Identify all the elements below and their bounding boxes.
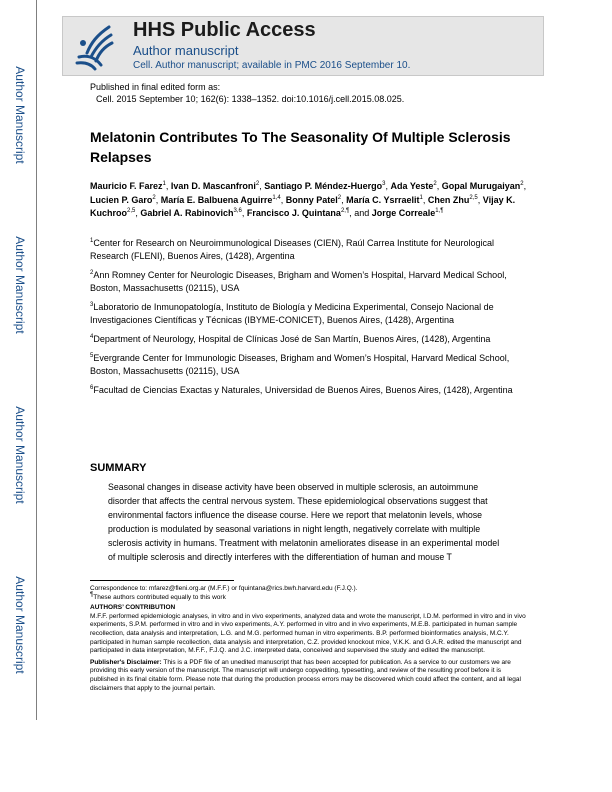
and-word: and bbox=[354, 208, 370, 218]
affiliation-text: Department of Neurology, Hospital de Clínicas José de San Martín, Buenos Aires, (1428), Argentina bbox=[93, 334, 491, 344]
author-name: Vijay K. Kuchroo bbox=[90, 194, 516, 218]
contribution-text: M.F.F. performed epidemiologic analyses, in vitro and in vivo experiments, analyzed data and wrote the manuscript, I.D.M. performed in vitro and in vivo experiments, S.P.M. performed in vitro and in vivo experiments, A.Y. performed in vitro and in vivo experiments, M.E.B. participated in human sample recollection, data analysis and interpretation, L.G. and M.G. performed human in vitro experiments. B.P. performed bioinformatics analysis, M.C.Y. participated in human sample recollection, data analysis and interpretation, C.Z. provided knockout mice, V.K.K. and G.A.R. edited the manuscript and participated in data interpretation, M.F.F., F.J.Q. and J.C. interpreted data, conceived and supervised the study and edited the manuscript. bbox=[90, 612, 526, 655]
author-sup: 3,6 bbox=[233, 208, 242, 214]
article-title: Melatonin Contributes To The Seasonality Of Multiple Sclerosis Relapses bbox=[90, 129, 511, 165]
affiliation bbox=[90, 237, 530, 263]
author-sup: 2 bbox=[433, 181, 437, 187]
author-name: Mauricio F. Farez bbox=[90, 181, 163, 191]
hhs-eagle-logo bbox=[69, 21, 119, 71]
disclaimer-label: Publisher's Disclaimer: bbox=[90, 658, 162, 666]
hhs-banner bbox=[62, 16, 544, 76]
contribution-heading: AUTHORS’ CONTRIBUTION bbox=[90, 604, 176, 612]
correspondence: Correspondence to: mfarez@fleni.org.ar (M.F.F.) or fquintana@rics.bwh.harvard.edu (F.J.Q.). bbox=[90, 585, 358, 592]
author-name: Bonny Patel bbox=[285, 194, 338, 205]
author-name: Jorge Correale bbox=[371, 208, 436, 218]
author-sup: 2,¶ bbox=[340, 208, 350, 214]
hhs-subtitle: Author manuscript bbox=[133, 43, 239, 58]
publisher-disclaimer bbox=[90, 659, 530, 693]
equal-contribution-mark: ¶ bbox=[90, 591, 94, 598]
author-sup: 2,5 bbox=[127, 208, 136, 214]
author-name: María C. Ysrraelit bbox=[346, 194, 420, 205]
affiliation bbox=[90, 352, 530, 378]
publication-info bbox=[90, 81, 404, 105]
affiliation-number: 6 bbox=[90, 385, 94, 391]
affiliation bbox=[90, 333, 530, 346]
pmc-availability: Cell. Author manuscript; available in PMC 2016 September 10. bbox=[133, 60, 411, 71]
author-name: Francisco J. Quintana bbox=[246, 208, 341, 218]
footnotes bbox=[90, 585, 530, 693]
summary-heading: SUMMARY bbox=[90, 462, 147, 474]
author-list: Mauricio F. Farez$^1$, Ivan D. Mascanfroni$^2$, Santiago P. Méndez-Huergo$^3$, Ada Yeste$^2$, Gopal Murugaiyan$^2$, Lucien P. Garo$^2$, María E. Balbuena Aguirre$^{1,4}$, Bonny Patel$^2$, María C. Ysrraelit$^1$, Chen Zhu$^{2,5}$, Vijay K. Kuchroo$^{2,5}$, Gabriel A. Rabinovich$^{3,6}$, Francisco J. Quintana$^{2,\P}$, and Jorge Correale$^{1,\P}$ bbox=[90, 181, 527, 218]
sidebar-label: Author Manuscript bbox=[13, 576, 27, 674]
author-sup: 2,5 bbox=[469, 194, 478, 201]
author-name: Gopal Murugaiyan bbox=[441, 181, 521, 191]
author-sup: 1 bbox=[162, 181, 166, 187]
author-name: Ivan D. Mascanfroni bbox=[170, 181, 256, 191]
affiliation-number: 2 bbox=[90, 270, 94, 276]
author-name: Santiago P. Méndez-Huergo bbox=[264, 181, 383, 191]
equal-contribution-text: These authors contributed equally to this work bbox=[93, 593, 226, 601]
author-sup: 1,¶ bbox=[435, 208, 444, 214]
affiliation bbox=[90, 269, 530, 295]
affiliation-text: Evergrande Center for Immunologic Diseases, Brigham and Women’s Hospital, Harvard Medical School, Boston, Massachusetts (02115), USA bbox=[90, 353, 510, 376]
sidebar-label: Author Manuscript bbox=[13, 66, 27, 164]
equal-contribution bbox=[90, 591, 530, 603]
affiliation-text: Center for Research on Neuroimmunological Diseases (CIEN), Raúl Carrea Institute for Neurological Research (FLENI), Buenos Aires, (1428), Argentina bbox=[90, 238, 495, 261]
author-sup: 3 bbox=[382, 181, 386, 187]
author-sup: 1 bbox=[419, 194, 423, 201]
disclaimer-text: This is a PDF file of an unedited manuscript that has been accepted for publication. As a service to our customers we are providing this early version of the manuscript. The manuscript will undergo copyediting, typesetting, and review of the resulting proof before it is published in its final citable form. Please note that during the production process errors may be discovered which could affect the content, and all legal disclaimers that apply to the journal pertain. bbox=[90, 658, 521, 692]
author-name: Gabriel A. Rabinovich bbox=[140, 208, 234, 218]
affiliations bbox=[90, 237, 530, 403]
affiliation-text: Facultad de Ciencias Exactas y Naturales, Universidad de Buenos Aires, Buenos Aires, (1428), Argentina bbox=[93, 385, 513, 395]
hhs-title: HHS Public Access bbox=[133, 19, 316, 41]
citation: Cell. 2015 September 10; 162(6): 1338–1352. doi:10.1016/j.cell.2015.08.025. bbox=[96, 94, 405, 104]
affiliation bbox=[90, 301, 530, 327]
footnote-rule bbox=[90, 580, 234, 581]
author-sup: 2 bbox=[337, 194, 342, 201]
author-manuscript-sidebar bbox=[0, 0, 38, 792]
affiliation-number: 1 bbox=[90, 238, 94, 244]
affiliation-text: Ann Romney Center for Neurologic Diseases, Brigham and Women’s Hospital, Harvard Medical School, Boston, Massachusetts (02115), USA bbox=[90, 270, 507, 293]
summary-text: Seasonal changes in disease activity have been observed in multiple sclerosis, an autoimmune disorder that affects the central nervous system. These epidemiological observations suggest that environmental factors influence the disease course. Here we report that melatonin levels, whose production is modulated by seasonal variations in night length, negatively correlate with multiple sclerosis activity in humans. Treatment with melatonin ameliorates disease in an experimental model of multiple sclerosis and directly interferes with the differentiation of human and mouse T bbox=[108, 482, 500, 562]
affiliation bbox=[90, 384, 530, 397]
sidebar-label: Author Manuscript bbox=[13, 406, 27, 504]
author-sup: 2 bbox=[520, 181, 524, 187]
affiliation-text: Laboratorio de Inmunopatología, Instituto de Biología y Medicina Experimental, Consejo Nacional de Investigaciones Científicas y Técnicas (IBYME-CONICET), Buenos Aires, (1428), Argentina bbox=[90, 302, 494, 325]
sidebar-divider bbox=[36, 0, 37, 720]
published-in-label: Published in final edited form as: bbox=[90, 82, 221, 92]
author-name: Ada Yeste bbox=[390, 181, 434, 191]
author-sup: 2 bbox=[152, 194, 156, 201]
affiliation-number: 4 bbox=[90, 334, 94, 340]
affiliation-number: 3 bbox=[90, 302, 94, 308]
affiliation-number: 5 bbox=[90, 353, 94, 359]
author-sup: 2 bbox=[255, 181, 260, 187]
author-name: Lucien P. Garo bbox=[90, 194, 153, 205]
author-name: María E. Balbuena Aguirre bbox=[160, 194, 273, 205]
sidebar-label: Author Manuscript bbox=[13, 236, 27, 334]
author-sup: 1,4 bbox=[272, 194, 281, 201]
author-name: Chen Zhu bbox=[427, 194, 470, 205]
